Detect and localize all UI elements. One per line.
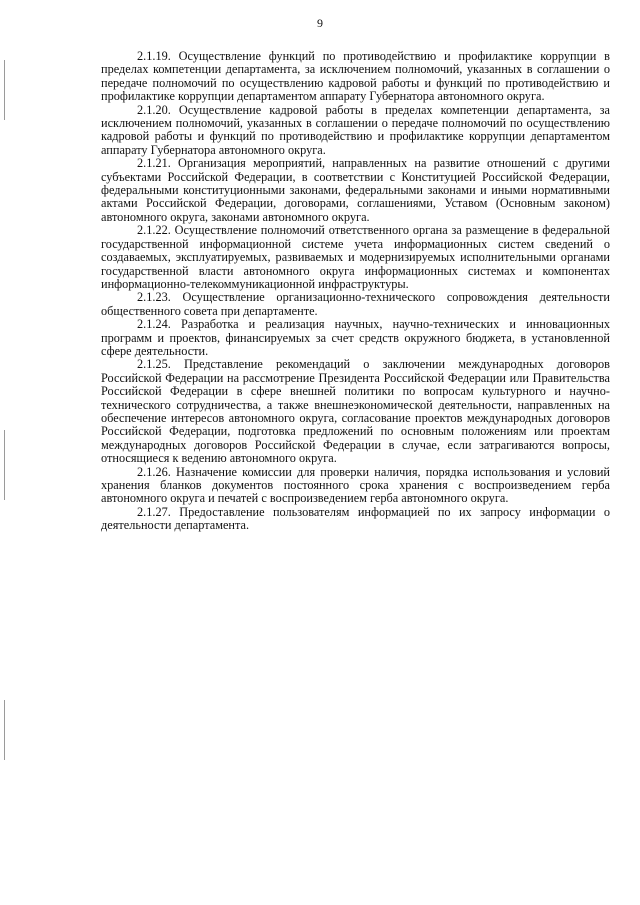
paragraph-2-1-24: 2.1.24. Разработка и реализация научных, научно-технических и инновационных программ и проектов, финансируемых за счет средств окружного бюджета, в установленной сфере деятельности. — [101, 317, 610, 358]
scan-edge-mark — [4, 430, 5, 500]
paragraph-2-1-25: 2.1.25. Представление рекомендаций о заключении международных договоров Российской Федерации на рассмотрение Президента Российской Федерации или Правительства Российской Федерации в сфере внешней политики по вопросам культурного и научно-технического сотрудничества, а также внешнеэкономической деятельности, направленных на обеспечение интересов автономного округа, согласование проектов международных договоров Российской Федерации, подготовка предложений по основным положениям или проектам международных договоров Российской Федерации в случае, если затрагиваются вопросы, относящиеся к ведению автономного округа. — [101, 357, 610, 466]
scan-edge-mark — [4, 60, 5, 120]
paragraph-2-1-27: 2.1.27. Предоставление пользователям информацией по их запросу информации о деятельности департамента. — [101, 504, 610, 533]
paragraph-2-1-26: 2.1.26. Назначение комиссии для проверки наличия, порядка использования и условий хранения бланков документов постоянного срока хранения с воспроизведением герба автономного округа и печатей с воспроизведением герба автономного округа. — [101, 464, 610, 506]
paragraph-2-1-23: 2.1.23. Осуществление организационно-технического сопровождения деятельности общественного совета при департаменте. — [101, 290, 610, 318]
page-number: 9 — [317, 16, 323, 30]
paragraph-2-1-19: 2.1.19. Осуществление функций по противодействию и профилактике коррупции в пределах компетенции департамента, за исключением полномочий, указанных в соглашении о передаче полномочий по осуществлению кадровой работы и функций по противодействию и профилактике коррупции департаментом аппарату Губернатора автономного округа. — [101, 49, 610, 104]
paragraph-2-1-20: 2.1.20. Осуществление кадровой работы в пределах компетенции департамента, за исключением полномочий, указанных в соглашении о передаче полномочий по осуществлению кадровой работы и функций по противодействию и профилактике коррупции департаментом аппарату Губернатора автономного округа. — [101, 102, 610, 157]
scan-edge-mark — [4, 700, 5, 760]
paragraph-2-1-21: 2.1.21. Организация мероприятий, направленных на развитие отношений с другими субъектами Российской Федерации, в соответствии с Конституцией Российской Федерации, федеральными конституционными законами, федеральными законами и иными нормативными актами Российской Федерации, договорами, соглашениями, Уставом (Основным законом) автономного округа, законами автономного округа. — [101, 156, 610, 224]
paragraph-2-1-22: 2.1.22. Осуществление полномочий ответственного органа за размещение в федеральной государственной информационной системе учета информационных систем сведений о создаваемых, эксплуатируемых, развиваемых и модернизируемых исполнительными органами государственной власти автономного округа информационных системах и компонентах информационно-телекоммуникационной инфраструктуры. — [101, 223, 610, 291]
document-body — [101, 50, 610, 533]
